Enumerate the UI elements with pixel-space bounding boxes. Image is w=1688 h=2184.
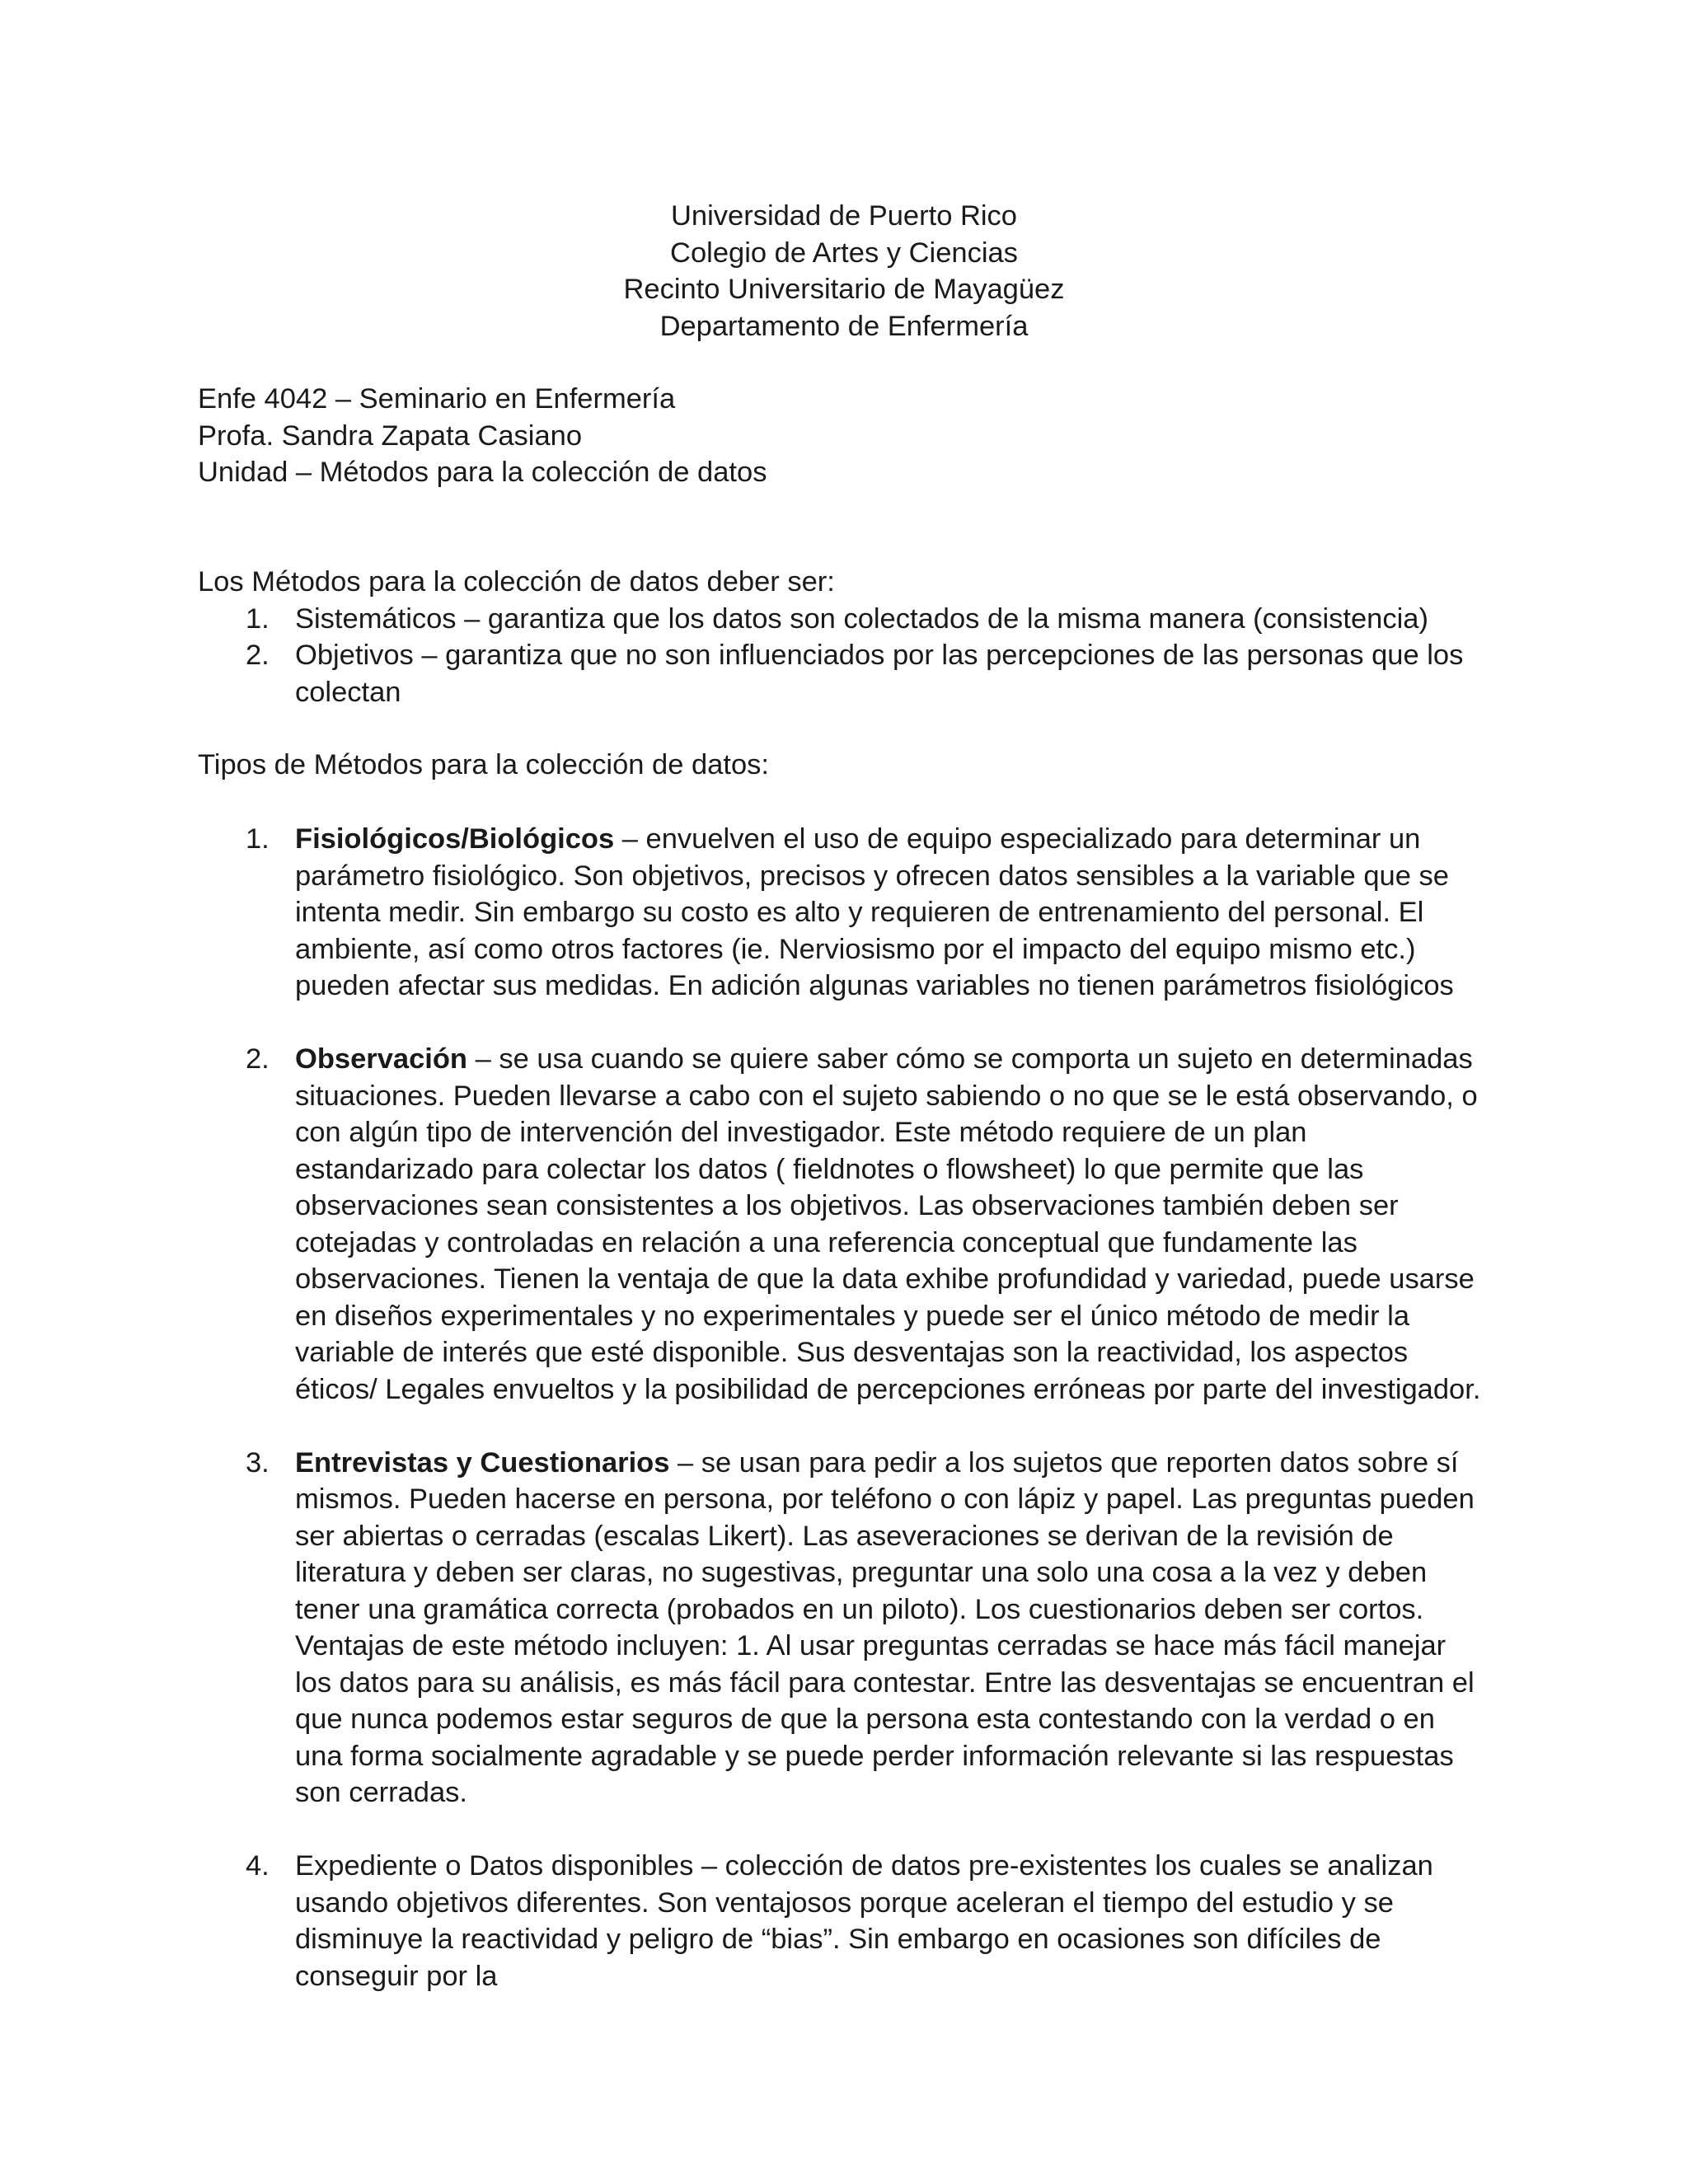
method-item bbox=[198, 1041, 1484, 1408]
list-number: 4. bbox=[246, 1850, 270, 1882]
method-item bbox=[198, 1848, 1484, 1994]
method-item bbox=[198, 1445, 1484, 1811]
methods-list bbox=[198, 821, 1484, 1994]
list-number: 3. bbox=[246, 1446, 270, 1479]
method-term: Observación bbox=[295, 1043, 468, 1075]
types-heading: Tipos de Métodos para la colección de datos: bbox=[198, 749, 769, 780]
university-name: Universidad de Puerto Rico bbox=[671, 200, 1017, 232]
course-info bbox=[198, 381, 1500, 491]
list-item-text: Sistemáticos – garantiza que los datos son colectados de la misma manera (consistencia) bbox=[295, 602, 1428, 635]
requirements-lead: Los Métodos para la colección de datos deber ser: bbox=[198, 566, 835, 598]
method-description: – se usan para pedir a los sujetos que reporten datos sobre sí mismos. Pueden hacerse en persona, por teléfono o con lápiz y papel. Las preguntas pueden ser abiertas o cerradas (escalas Likert). Las aseveraciones se derivan de la revisión de literatura y deben ser claras, no sugestivas, preguntar una solo una cosa a la vez y deben tener una gramática correcta (probados en un piloto). Los cuestionarios deben ser cortos. Ventajas de este método incluyen: 1. Al usar preguntas cerradas se hace más fácil manejar los datos para su análisis, es más fácil para contestar. Entre las desventajas se encuentran el que nunca podemos estar seguros de que la persona esta contestando con la verdad o en una forma socialmente agradable y se puede perder información relevante si las respuestas son cerradas. bbox=[295, 1446, 1475, 1808]
list-item-text: Objetivos – garantiza que no son influenciados por las percepciones de las personas que los colectan bbox=[295, 640, 1464, 708]
methods-requirements bbox=[198, 564, 1500, 710]
method-description: Expediente o Datos disponibles – colección de datos pre-existentes los cuales se analizan usando objetivos diferentes. Son ventajosos porque aceleran el tiempo del estudio y se disminuye la reactividad y peligro de “bias”. Sin embargo en ocasiones son difíciles de conseguir por la bbox=[295, 1850, 1433, 1992]
college-name: Colegio de Artes y Ciencias bbox=[670, 237, 1018, 269]
method-description: – envuelven el uso de equipo especializado para determinar un parámetro fisiológico. Son objetivos, precisos y ofrecen datos sensibles a la variable que se intenta medir. Sin embargo su costo es alto y requieren de entrenamiento del personal. El ambiente, así como otros factores (ie. Nerviosismo por el impacto del equipo mismo etc.) pueden afectar sus medidas. En adición algunas variables no tienen parámetros fisiológicos bbox=[295, 823, 1454, 1001]
unit-title: Unidad – Métodos para la colección de datos bbox=[198, 457, 767, 488]
list-number: 1. bbox=[246, 823, 270, 855]
list-number: 1. bbox=[246, 602, 270, 635]
professor-name: Profa. Sandra Zapata Casiano bbox=[198, 419, 583, 452]
methods-section bbox=[198, 821, 1484, 2032]
list-item bbox=[198, 601, 1500, 638]
method-item bbox=[198, 821, 1484, 1005]
department-name: Departamento de Enfermería bbox=[659, 310, 1029, 342]
method-term: Fisiológicos/Biológicos bbox=[295, 823, 615, 855]
list-number: 2. bbox=[246, 640, 270, 671]
campus-name: Recinto Universitario de Mayagüez bbox=[623, 274, 1065, 305]
course-code-title: Enfe 4042 – Seminario en Enfermería bbox=[198, 383, 676, 415]
list-item bbox=[198, 637, 1500, 710]
requirements-list bbox=[198, 601, 1500, 711]
method-term: Entrevistas y Cuestionarios bbox=[295, 1446, 670, 1479]
method-description: – se usa cuando se quiere saber cómo se comporta un sujeto en determinadas situaciones. Pueden llevarse a cabo con el sujeto sabiendo o no que se le está observando, o con algún tipo de intervención del investigador. Este método requiere de un plan estandarizado para colectar los datos ( fieldnotes o flowsheet) lo que permite que las observaciones sean consistentes a los objetivos. Las observaciones también deben ser cotejadas y controladas en relación a una referencia conceptual que fundamente las observaciones. Tienen la ventaja de que la data exhibe profundidad y variedad, puede usarse en diseños experimentales y no experimentales y puede ser el único método de medir la variable de interés que esté disponible. Sus desventajas son la reactividad, los aspectos éticos/ Legales envueltos y la posibilidad de percepciones erróneas por parte del investigador. bbox=[295, 1043, 1481, 1405]
institution-header bbox=[0, 198, 1688, 344]
list-number: 2. bbox=[246, 1043, 270, 1075]
